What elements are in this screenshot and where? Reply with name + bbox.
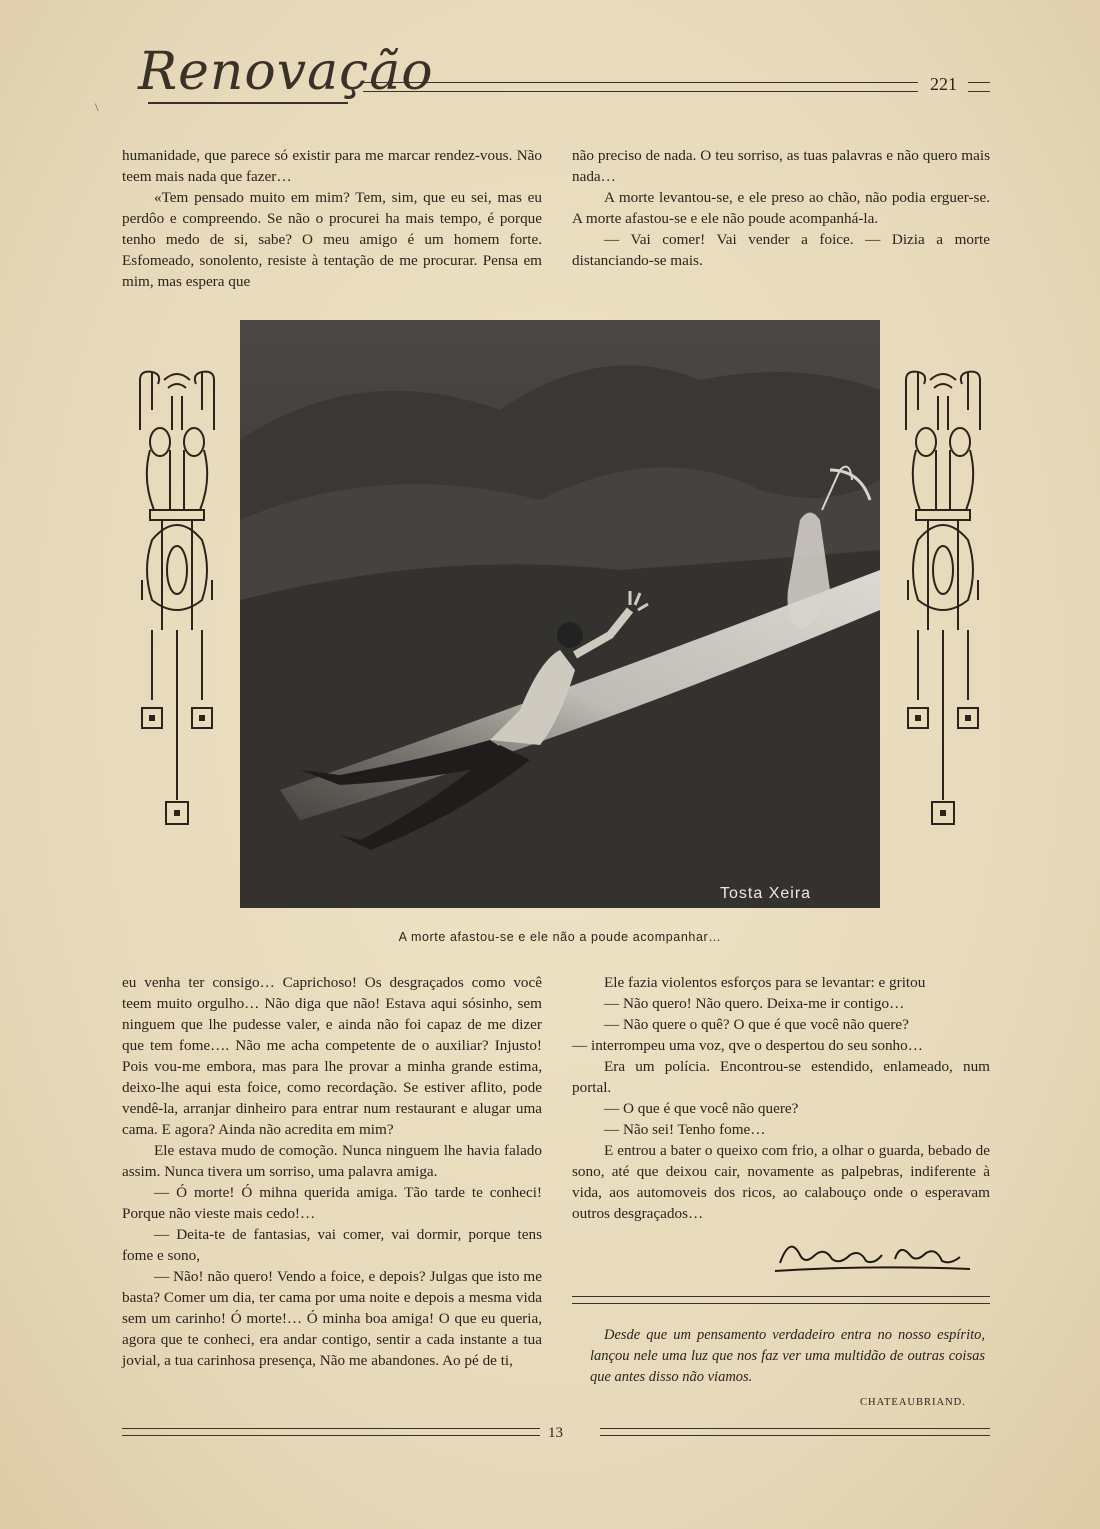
paragraph: E entrou a bater o queixo com frio, a olhar o guarda, bebado de sono, até que deixou cair, novamente as palpebras, indiferente à vida, aos automoveis dos ricos, ao calabouço onde o esperavam outros desgraçados… [572,1142,990,1222]
column-top-left [122,145,542,292]
illustration-artwork [240,320,880,908]
paragraph: — Ó morte! Ó mihna querida amiga. Tão tarde te conheci! Porque não vieste mais cedo!… [122,1184,542,1222]
paragraph: — Não! não quero! Vendo a foice, e depois? Julgas que isto me basta? Comer um dia, ter cama por uma noite e depois a mesma vida sem um carinho! Ó morte!… Ó minha boa amiga! O que eu queria, agora que te conheci, era andar contigo, sentir a cada instante a tua jovial, a tua carinhosa presença, Não me abandones. Ao pé de ti, [122,1268,542,1369]
paragraph: — Não quere o quê? O que é que você não quere? [604,1016,909,1033]
paragraph: «Tem pensado muito em mim? Tem, sim, que eu sei, mas eu perdôo e compreendo. Se não o procurei ha mais tempo, é porque tenho medo de si, sabe? O meu amigo é um homem forte. Esfomeado, sonolento, resiste à tentação de me procurar. Pensa em mim, mas espera que [122,189,542,290]
artist-signature: Tosta Xeira [720,885,812,902]
paragraph: — interrompeu uma voz, qve o despertou do seu sonho… [572,1037,923,1054]
column-top-right [572,145,990,271]
corner-mark: \ [95,100,99,114]
logo-underline [148,102,348,104]
paragraph: — Não sei! Tenho fome… [604,1121,766,1138]
paragraph: — O que é que você não quere? [604,1100,799,1117]
paragraph: humanidade, que parece só existir para me marcar rendez-vous. Não teem mais nada que fazer… [122,147,542,185]
illustration-caption: A morte afastou-se e ele não a poude acompanhar… [398,930,722,944]
header-rule-end [968,82,990,92]
illustration-death-and-man [240,320,880,908]
paragraph: Ele estava mudo de comoção. Nunca ninguem lhe havia falado assim. Nunca tivera um sorriso, uma palavra amiga. [122,1142,542,1180]
footer-rule-right [600,1428,990,1436]
paragraph: — Deita-te de fantasias, vai comer, vai dormir, porque tens fome e sono, [122,1226,542,1264]
paragraph: — Não quero! Não quero. Deixa-me ir contigo… [604,995,905,1012]
header-rule [363,82,918,92]
masthead-logo: Renovação [138,42,434,102]
masthead [118,42,998,112]
art-nouveau-ornament-right [898,370,988,830]
footer-page-number: 13 [548,1425,563,1441]
paragraph: Ele fazia violentos esforços para se levantar: e gritou [604,974,926,991]
paragraph: — Vai comer! Vai vender a foice. — Dizia a morte distanciando-se mais. [572,231,990,269]
art-nouveau-ornament-left [132,370,222,830]
quote-text: Desde que um pensamento verdadeiro entra no nosso espírito, lançou nele uma luz que nos faz ver uma multidão de outras coisas que antes disso não viamos. [590,1327,985,1385]
column-bottom-left [122,972,542,1371]
quote-separator [572,1296,990,1304]
footer-rule-left [122,1428,540,1436]
paragraph: eu venha ter consigo… Caprichoso! Os desgraçados como você teem muito orgulho… Não diga que não! Estava aqui sósinho, sem ninguem que lhe pudesse valer, e ainda não foi capaz de me dizer que tem fome…. Não me acha competente de o auxiliar? Injusto! Pois vou-me embora, mas para lhe provar a minha grande estima, deixo-lhe aqui esta foice, como recordação. Se estiver aflito, pode vendê-la, arranjar dinheiro para entrar num restaurant e alugar uma cama. E agora? Ainda não acredita em mim? [122,974,542,1138]
paragraph: não preciso de nada. O teu sorriso, as tuas palavras e não quero mais nada… [572,147,990,185]
quote-author: CHATEAUBRIAND. [860,1397,966,1408]
paragraph: A morte levantou-se, e ele preso ao chão, não podia erguer-se. A morte afastou-se e ele não poude acompanhá-la. [572,189,990,227]
column-bottom-right [572,972,990,1224]
paragraph: Era um polícia. Encontrou-se estendido, enlameado, num portal. [572,1058,990,1096]
epigraph-quote [590,1325,985,1388]
author-signature [770,1225,980,1285]
header-page-number: 221 [930,74,957,94]
